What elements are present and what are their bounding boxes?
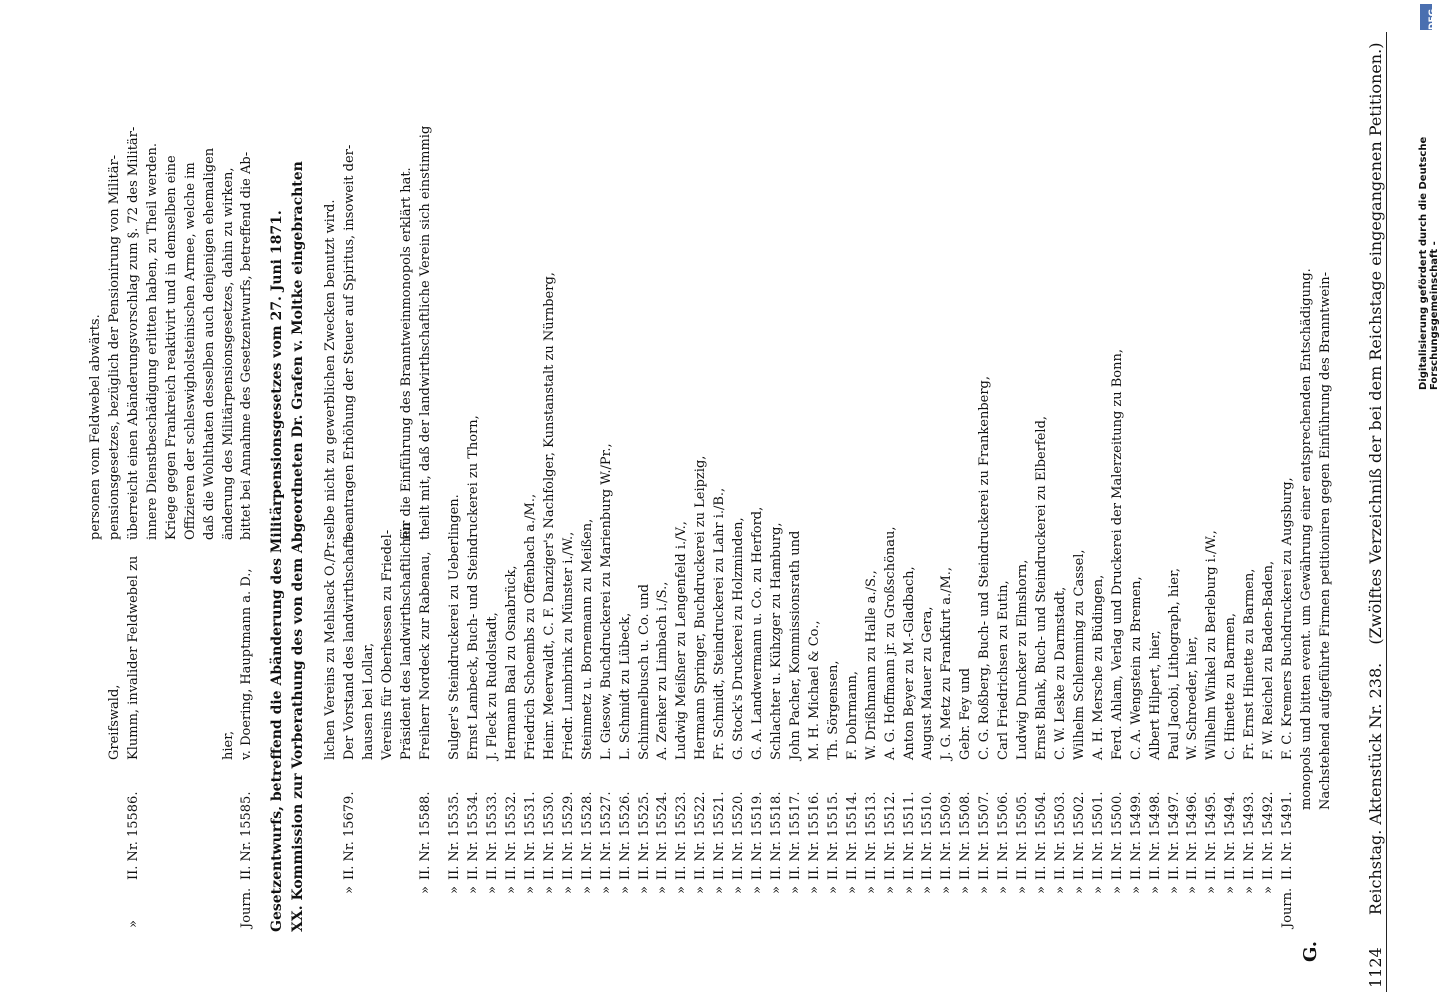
intro-line: monopols und bitten event. um Gewährung einer entsprechenden Entschädigung. [1299, 268, 1315, 810]
petition-number: II. Nr. 15585. [239, 791, 255, 880]
firm-name: Ernst Lambeck, Buch- und Steindruckerei zu Thorn, [466, 415, 482, 760]
petition-number: II. Nr. 15494. [1223, 791, 1239, 880]
firm-name: Wilhelm Winkel zu Berleburg i./W., [1204, 530, 1220, 760]
ditto-mark: » [996, 886, 1012, 894]
ditto-mark: » [1071, 886, 1087, 894]
petition-number: II. Nr. 15505. [1015, 791, 1031, 880]
petitioner-line: hausen bei Lollar, [361, 642, 377, 760]
ditto-mark: » [901, 886, 917, 894]
ditto-mark: » [920, 886, 936, 894]
firm-name: W. Drißhmann zu Halle a./S., [863, 570, 879, 760]
ditto-mark: » [844, 886, 860, 894]
ditto-mark: » [731, 886, 747, 894]
ditto-mark: » [617, 886, 633, 894]
petition-text-line: Kriege gegen Frankreich reaktivirt und in demselben eine [163, 155, 179, 540]
firm-name: Th. Sörgensen, [825, 660, 841, 760]
ditto-mark: » [485, 886, 501, 894]
petition-number: II. Nr. 15502. [1071, 791, 1087, 880]
petition-number: II. Nr. 15516. [806, 791, 822, 880]
ditto-mark: » [977, 886, 993, 894]
firm-name: Ludwig Duncker zu Elmshorn, [1015, 559, 1031, 760]
petitioner-line: Vereins für Oberhessen zu Friedel- [380, 529, 396, 760]
petition-number: II. Nr. 15513. [863, 791, 879, 880]
petition-number: II. Nr. 15679. [342, 791, 358, 880]
petition-text-line: daß die Wohlthaten desselben auch denjenigen ehemaligen [201, 147, 217, 540]
ditto-mark: » [1223, 886, 1239, 894]
journ-label: » [125, 920, 141, 928]
firm-name: Steinmetz u. Bornemann zu Meißen, [579, 518, 595, 760]
page-number: 1124 [1366, 947, 1385, 988]
petition-number: II. Nr. 15518. [769, 791, 785, 880]
petition-number: II. Nr. 15588. [418, 791, 434, 880]
firm-name: C. W. Leske zu Darmstadt, [1052, 586, 1068, 760]
firm-name: A. H. Mersche zu Büdingen, [1090, 574, 1106, 760]
ditto-mark: » [342, 886, 358, 894]
section-g-letter: G. [1300, 941, 1321, 962]
firm-name: C. A. Wengstein zu Bremen, [1128, 576, 1144, 760]
ditto-mark: » [1185, 886, 1201, 894]
firm-name: Gebr. Fey und [958, 668, 974, 760]
firm-name: L. Schmidt zu Lübeck, [617, 612, 633, 760]
journ-label: Journ. [1280, 887, 1296, 928]
firm-name: M. H. Michael & Co., [806, 620, 822, 760]
petition-number: II. Nr. 15504. [1034, 791, 1050, 880]
petitioner-line: hier, [220, 730, 236, 760]
petition-number: II. Nr. 15496. [1185, 791, 1201, 880]
petition-number: II. Nr. 15501. [1090, 791, 1106, 880]
firm-name: August Mauer zu Gera, [920, 606, 936, 760]
petitioner-line: Präsident des landwirthschaftlichen [399, 522, 415, 760]
petition-text-line: innere Dienstbeschädigung erlitten haben, zu Theil werden. [144, 142, 160, 540]
ditto-mark: » [579, 886, 595, 894]
ditto-mark: » [787, 886, 803, 894]
petition-number: II. Nr. 15511. [901, 791, 917, 880]
dfg-logo-icon: DFG [1420, 4, 1432, 30]
petition-number: II. Nr. 15529. [560, 791, 576, 880]
firm-name: F. W. Reichel zu Baden-Baden, [1261, 560, 1277, 760]
firm-name: C. G. Roßberg, Buch- und Steindruckerei zu Frankenberg, [977, 375, 993, 760]
ditto-mark: » [447, 886, 463, 894]
ditto-mark: » [1052, 886, 1068, 894]
petition-number: II. Nr. 15523. [674, 791, 690, 880]
petition-number: II. Nr. 15522. [693, 791, 709, 880]
ditto-mark: » [1204, 886, 1220, 894]
firm-name: G. Stock's Druckerei zu Holzminden, [731, 517, 747, 760]
petition-number: II. Nr. 15491. [1280, 791, 1296, 880]
petition-number: II. Nr. 15495. [1204, 791, 1220, 880]
ditto-mark: » [939, 886, 955, 894]
ditto-mark: » [1090, 886, 1106, 894]
petitioner-line: v. Doering, Hauptmann a. D., [239, 568, 255, 760]
ditto-mark: » [504, 886, 520, 894]
ditto-mark: » [1015, 886, 1031, 894]
ditto-mark: » [863, 886, 879, 894]
petition-text-line: Offizieren der schleswigholsteinischen Armee, welche im [182, 162, 198, 540]
firm-name: Carl Friedrichsen zu Eutin, [996, 580, 1012, 760]
firm-name: Hermann Baal zu Osnabrück, [504, 565, 520, 760]
firm-name: Paul Jacobi, Lithograph, hier, [1166, 568, 1182, 760]
petition-number: II. Nr. 15500. [1109, 791, 1125, 880]
journ-label: Journ. [239, 887, 255, 928]
firm-name: Friedrich Schoembs zu Offenbach a./M., [522, 493, 538, 760]
petition-number: II. Nr. 15512. [882, 791, 898, 880]
header-rule [1386, 32, 1387, 992]
petition-number: II. Nr. 15507. [977, 791, 993, 880]
ditto-mark: » [1034, 886, 1050, 894]
firm-name: W. Schroeder, hier, [1185, 636, 1201, 760]
petition-text-line: selbe nicht zu gewerblichen Zwecken benutzt wird. [323, 199, 339, 540]
petition-number: II. Nr. 15509. [939, 791, 955, 880]
petition-number: II. Nr. 15517. [787, 791, 803, 880]
petition-number: II. Nr. 15532. [504, 791, 520, 880]
running-subtitle: (Zwölftes Verzeichniß der bei dem Reichstage eingegangenen Petitionen.) [1366, 42, 1385, 645]
firm-name: J. Fleck zu Rudolstadt, [485, 612, 501, 760]
ditto-mark: » [882, 886, 898, 894]
petition-number: II. Nr. 15508. [958, 791, 974, 880]
petition-number: II. Nr. 15531. [522, 791, 538, 880]
petition-number: II. Nr. 15499. [1128, 791, 1144, 880]
intro-line: Nachstehend aufgeführte Firmen petitioniren gegen Einführung des Branntwein- [1318, 271, 1333, 810]
petition-text-line: pensionsgesetzes, bezüglich der Pensionirung von Militär- [106, 154, 122, 540]
firm-name: Heinr. Meerwaldt, C. F. Danziger's Nachfolger, Kunstanstalt zu Nürnberg, [541, 272, 557, 760]
petition-number: II. Nr. 15530. [541, 791, 557, 880]
ditto-mark: » [750, 886, 766, 894]
ditto-mark: » [655, 886, 671, 894]
firm-name: Ludwig Meißner zu Lengenfeld i./V., [674, 521, 690, 760]
petition-number: II. Nr. 15534. [466, 791, 482, 880]
section-heading-line: XX. Kommission zur Vorberathung des von dem Abgeordneten Dr. Grafen v. Moltke eingebrachten [290, 161, 307, 932]
dfg-credit: Digitalisierung gefördert durch die Deutsche Forschungsgemeinschaft - [1418, 136, 1440, 390]
ditto-mark: » [1166, 886, 1182, 894]
ditto-mark: » [418, 886, 434, 894]
petition-number: II. Nr. 15526. [617, 791, 633, 880]
petitioner-line: Greifswald, [106, 684, 122, 760]
firm-name: J. G. Metz zu Frankfurt a./M., [939, 566, 955, 760]
firm-name: G. A. Landwermann u. Co. zu Herford, [750, 506, 766, 760]
petition-number: II. Nr. 15492. [1261, 791, 1277, 880]
firm-name: Albert Hilpert, hier, [1147, 630, 1163, 760]
petition-text-line: beantragen Erhöhung der Steuer auf Spiritus, insoweit der- [342, 144, 358, 540]
firm-name: L. Giesow, Buchdruckerei zu Marienburg W./Pr., [598, 443, 614, 760]
petition-text-line: überreicht einen Abänderungsvorschlag zum §. 72 des Militär- [125, 126, 141, 540]
petition-number: II. Nr. 15515. [825, 791, 841, 880]
petitioner-line: Der Vorstand des landwirthschaft- [342, 533, 358, 760]
petition-number: II. Nr. 15528. [579, 791, 595, 880]
petitioner-line: Klumm, invalider Feldwebel zu [125, 555, 141, 760]
ditto-mark: » [806, 886, 822, 894]
petition-number: II. Nr. 15493. [1242, 791, 1258, 880]
firm-name: Friedr. Lumbrink zu Münster i./W., [560, 531, 576, 760]
firm-name: John Pacher, Kommissionsrath und [787, 530, 803, 760]
firm-name: Fr. Ernst Hinette zu Barmen, [1242, 568, 1258, 760]
ditto-mark: » [466, 886, 482, 894]
petition-number: II. Nr. 15497. [1166, 791, 1182, 880]
firm-name: Wilhelm Schlemming zu Cassel, [1071, 549, 1087, 760]
firm-name: Anton Beyer zu M.-Gladbach, [901, 566, 917, 760]
petitioner-line: lichen Vereins zu Mehlsack O./Pr. [323, 540, 339, 760]
firm-name: A. G. Hoffmann jr. zu Großschönau, [882, 526, 898, 760]
petition-number: II. Nr. 15514. [844, 791, 860, 880]
ditto-mark: » [674, 886, 690, 894]
firm-name: Ferd. Ahlam, Verlag und Druckerei der Malerzeitung zu Bonn, [1109, 348, 1125, 760]
petition-number: II. Nr. 15498. [1147, 791, 1163, 880]
firm-name: F. Dohrmann, [844, 670, 860, 760]
petition-text-line: theilt mit, daß der landwirthschaftliche Verein sich einstimmig [418, 125, 434, 540]
ditto-mark: » [693, 886, 709, 894]
petition-text-line: personen vom Feldwebel abwärts. [88, 314, 103, 540]
petition-text-line: bittet bei Annahme des Gesetzentwurfs, betreffend die Ab- [239, 151, 255, 540]
petition-number: II. Nr. 15519. [750, 791, 766, 880]
firm-name: Ernst Blank, Buch- und Steindruckerei zu Elberfeld, [1034, 415, 1050, 760]
petitioner-line: Freiherr Nordeck zur Rabenau, [418, 551, 434, 760]
firm-name: Hermann Springer, Buchdruckerei zu Leipzig, [693, 455, 709, 760]
ditto-mark: » [1261, 886, 1277, 894]
firm-name: C. Hinette zu Barmen, [1223, 613, 1239, 760]
ditto-mark: » [598, 886, 614, 894]
ditto-mark: » [636, 886, 652, 894]
petition-number: II. Nr. 15510. [920, 791, 936, 880]
section-heading-line: Gesetzentwurfs, betreffend die Abänderung des Militärpensionsgesetzes vom 27. Juni 1871. [268, 210, 285, 932]
ditto-mark: » [1128, 886, 1144, 894]
firm-name: F. C. Kremers Buchdruckerei zu Augsburg, [1280, 477, 1296, 760]
firm-name: Sulger's Steindruckerei zu Ueberlingen. [447, 494, 463, 760]
ditto-mark: » [522, 886, 538, 894]
petition-number: II. Nr. 15525. [636, 791, 652, 880]
petition-number: II. Nr. 15586. [125, 791, 141, 880]
ditto-mark: » [1109, 886, 1125, 894]
firm-name: Schimmelbusch u. Co. und [636, 584, 652, 760]
ditto-mark: » [560, 886, 576, 894]
firm-name: A. Zenker zu Limbach i./S., [655, 581, 671, 760]
petition-number: II. Nr. 15524. [655, 791, 671, 880]
ditto-mark: » [1242, 886, 1258, 894]
petition-number: II. Nr. 15533. [485, 791, 501, 880]
petition-text-line: änderung des Militärpensionsgesetzes, dahin zu wirken, [220, 167, 236, 540]
petition-number: II. Nr. 15520. [731, 791, 747, 880]
petition-number: II. Nr. 15503. [1052, 791, 1068, 880]
petition-number: II. Nr. 15506. [996, 791, 1012, 880]
petition-text-line: für die Einführung des Branntweinmonopols erklärt hat. [399, 167, 415, 540]
ditto-mark: » [769, 886, 785, 894]
running-title: Reichstag. Aktenstück Nr. 238. [1366, 662, 1385, 916]
firm-name: Schlachter u. Kühzger zu Hamburg, [769, 522, 785, 760]
ditto-mark: » [825, 886, 841, 894]
petition-number: II. Nr. 15527. [598, 791, 614, 880]
firm-name: Fr. Schmidt, Steindruckerei zu Lahr i./B., [712, 487, 728, 760]
ditto-mark: » [958, 886, 974, 894]
ditto-mark: » [1147, 886, 1163, 894]
ditto-mark: » [712, 886, 728, 894]
petition-number: II. Nr. 15521. [712, 791, 728, 880]
petition-number: II. Nr. 15535. [447, 791, 463, 880]
ditto-mark: » [541, 886, 557, 894]
